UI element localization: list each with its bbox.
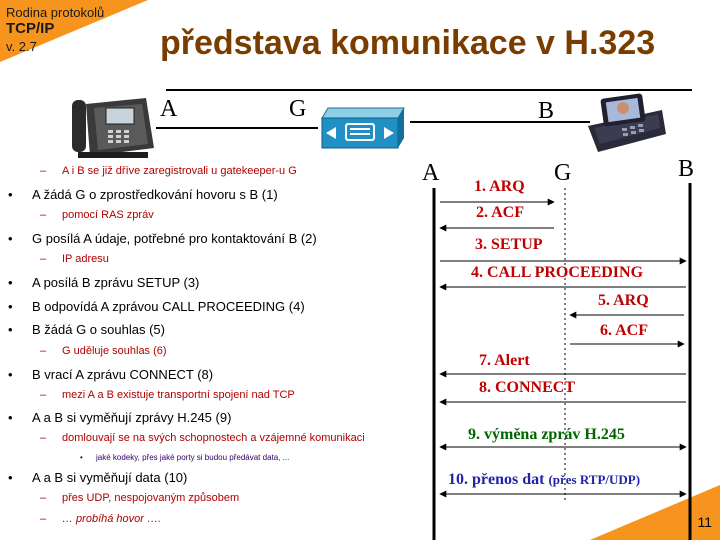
list-item: – přes UDP, nespojovaným způsobem	[40, 492, 240, 504]
network-label-g: G	[289, 96, 307, 122]
list-item: • B žádá G o souhlas (5)	[8, 322, 165, 337]
list-item: • A žádá G o zprostředkování hovoru s B (1)	[8, 187, 278, 202]
list-item: • A a B si vyměňují data (10)	[8, 470, 188, 485]
network-label-b: B	[538, 98, 555, 124]
message-10-note: (přes RTP/UDP)	[548, 472, 641, 487]
list-item: – domlouvají se na svých schopnostech a vzájemné komunikaci	[40, 432, 365, 444]
message-2-label: 2. ACF	[476, 204, 524, 221]
network-label-a: A	[160, 96, 178, 122]
list-item: • A a B si vyměňují zprávy H.245 (9)	[8, 410, 232, 425]
message-3-label: 3. SETUP	[475, 236, 543, 253]
list-item: • B vrací A zprávu CONNECT (8)	[8, 367, 214, 382]
message-8-label: 8. CONNECT	[479, 379, 576, 396]
list-item: • A posílá B zprávu SETUP (3)	[8, 275, 200, 290]
series-subtitle: TCP/IP	[6, 20, 55, 37]
page-number: 11	[697, 514, 712, 530]
message-9-label: 9. výměna zpráv H.245	[468, 426, 625, 443]
message-4-label: 4. CALL PROCEEDING	[471, 264, 644, 281]
entity-a-label: A	[422, 160, 440, 186]
list-item: – mezi A a B existuje transportní spojení nad TCP	[40, 389, 295, 401]
list-item: • G posílá A údaje, potřebné pro kontaktování B (2)	[8, 231, 317, 246]
list-item: – … probíhá hovor ….	[40, 513, 162, 525]
message-7-label: 7. Alert	[479, 352, 530, 369]
message-10-label: 10. přenos dat (přes RTP/UDP)	[448, 471, 641, 488]
list-item: • B odpovídá A zprávou CALL PROCEEDING (4)	[8, 299, 305, 314]
list-item: – IP adresu	[40, 253, 109, 265]
version-label: v. 2.7	[6, 39, 37, 54]
list-item: • jaké kodeky, přes jaké porty si budou předávat data, ...	[80, 453, 290, 462]
message-5-label: 5. ARQ	[598, 292, 649, 309]
page-title: představa komunikace v H.323	[160, 24, 656, 62]
list-item: – G uděluje souhlas (6)	[40, 345, 167, 357]
entity-b-label: B	[678, 156, 695, 182]
entity-g-label: G	[554, 160, 572, 186]
series-title: Rodina protokolů	[6, 5, 105, 20]
message-6-label: 6. ACF	[600, 322, 648, 339]
list-item: – A i B se již dříve zaregistrovali u gatekeeper-u G	[40, 165, 297, 177]
message-1-label: 1. ARQ	[474, 178, 525, 195]
list-item: – pomocí RAS zpráv	[40, 209, 154, 221]
